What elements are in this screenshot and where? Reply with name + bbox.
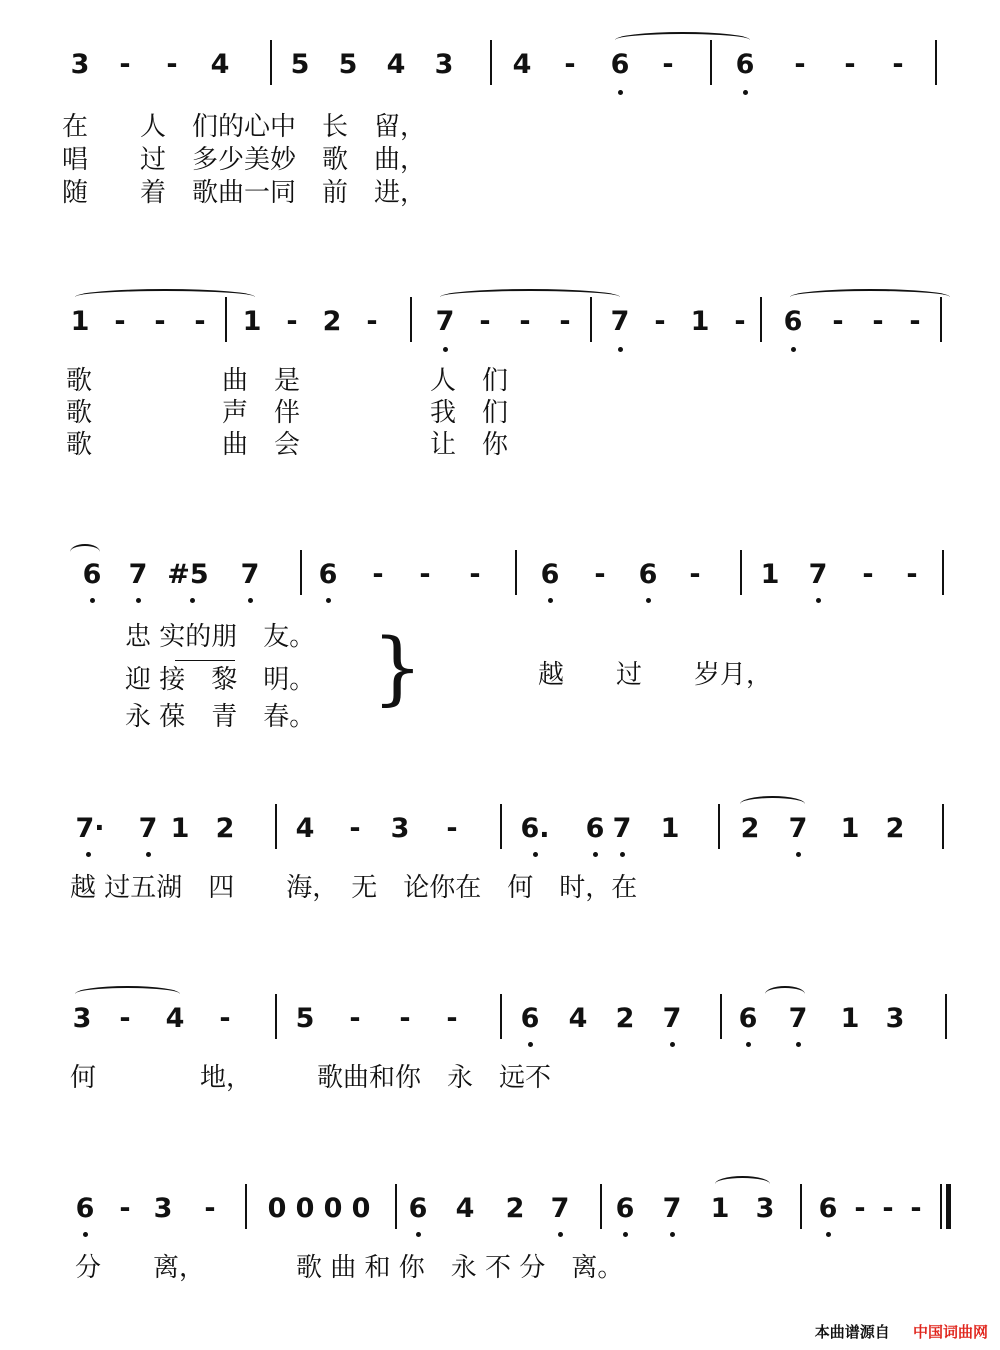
tie [440,289,620,305]
score-system-2 [60,307,950,367]
lyric-line: 越 过五湖 四 海， 无 论你在 何 时，在 [70,873,638,903]
score-system-3 [60,560,950,620]
lower-octave-dot [136,598,141,603]
note: 7 [240,559,260,590]
lower-octave-dot [670,1232,675,1237]
note: 3 [434,49,454,80]
barline [945,994,947,1039]
barline [720,994,722,1039]
lyric-line: 随 着 歌曲一同 前 进， [62,178,427,208]
lower-octave-dot [190,598,195,603]
barline [935,40,937,85]
note: - [372,559,384,590]
note: 6 [585,813,605,844]
lyric-line: 迎 接 黎 明。 [125,665,316,695]
note: 6 [540,559,560,590]
note: - [419,559,431,590]
note: 5 [295,1003,315,1034]
brace: } [372,621,423,714]
lower-octave-dot [746,1042,751,1047]
note: 7· [75,813,105,844]
note: - [909,306,921,337]
lyric-line: 唱 过 多少美妙 歌 曲， [62,145,427,175]
lyric-line: 歌 曲 是 人 们 [66,366,509,396]
barline [500,804,502,849]
tie [615,32,750,48]
note: 7 [435,306,455,337]
note: - [446,813,458,844]
lower-octave-dot [326,598,331,603]
note: 1 [70,306,90,337]
note: - [594,559,606,590]
lower-octave-dot [548,598,553,603]
note: 3 [72,1003,92,1034]
tie [70,544,100,560]
lyric-line: 忠 实的朋 友。 [125,622,316,652]
note: - [479,306,491,337]
note: 3 [755,1193,775,1224]
barline [275,994,277,1039]
lower-octave-dot [533,852,538,857]
barline [300,550,302,595]
lower-octave-dot [620,852,625,857]
note: - [366,306,378,337]
score-system-5 [60,1004,950,1064]
note: 4 [386,49,406,80]
note: 7 [610,306,630,337]
note: 6 [408,1193,428,1224]
note: 6. [520,813,550,844]
tie [75,289,255,305]
barline [275,804,277,849]
note: 0 [267,1193,287,1224]
note: 6 [818,1193,838,1224]
note: 7 [128,559,148,590]
lyric-line: 越 过 岁月， [538,660,773,690]
note: - [906,559,918,590]
note: - [119,1193,131,1224]
lower-octave-dot [618,90,623,95]
lower-octave-dot [443,347,448,352]
note: 4 [210,49,230,80]
lower-octave-dot [593,852,598,857]
note: - [872,306,884,337]
note: 7 [808,559,828,590]
note: - [166,49,178,80]
lyric-line: 歌 声 伴 我 们 [66,398,509,428]
note: - [446,1003,458,1034]
lyric-line: 歌 曲 会 让 你 [66,430,509,460]
lower-octave-dot [618,347,623,352]
note: 1 [840,1003,860,1034]
note: 6 [735,49,755,80]
note: - [734,306,746,337]
barline [942,804,944,849]
barline [515,550,517,595]
lower-octave-dot [86,852,91,857]
note: 4 [295,813,315,844]
lower-octave-dot [816,598,821,603]
note: - [654,306,666,337]
barline [718,804,720,849]
note: 2 [740,813,760,844]
barline [942,550,944,595]
lyric-line: 永 葆 青 春。 [125,702,316,732]
note: 4 [512,49,532,80]
note: - [862,559,874,590]
lower-octave-dot [416,1232,421,1237]
note: 7 [788,1003,808,1034]
note: 7 [138,813,158,844]
note: 0 [323,1193,343,1224]
note: 6 [82,559,102,590]
final-barline-thin [940,1184,942,1229]
tie [715,1176,770,1192]
note: - [154,306,166,337]
note: 1 [690,306,710,337]
note: - [349,813,361,844]
lyric-line: 分 离， 歌 曲 和 你 永 不 分 离。 [75,1253,624,1283]
tie [75,986,180,1002]
note: 7 [612,813,632,844]
note: 5 [290,49,310,80]
note: 6 [615,1193,635,1224]
note: 1 [660,813,680,844]
note: - [844,49,856,80]
lower-octave-dot [146,852,151,857]
note: 1 [760,559,780,590]
note: 4 [455,1193,475,1224]
barline [740,550,742,595]
note: 1 [710,1193,730,1224]
score-system-1 [60,50,950,110]
note: - [910,1193,922,1224]
lower-octave-dot [248,598,253,603]
note: - [564,49,576,80]
note: - [194,306,206,337]
note: - [559,306,571,337]
note: 0 [295,1193,315,1224]
barline [395,1184,397,1229]
note: - [794,49,806,80]
note: 6 [75,1193,95,1224]
note: 6 [638,559,658,590]
note: 6 [610,49,630,80]
lower-octave-dot [743,90,748,95]
note: 7 [662,1003,682,1034]
note: - [204,1193,216,1224]
note: 1 [242,306,262,337]
note: - [854,1193,866,1224]
barline [410,297,412,342]
note: 6 [738,1003,758,1034]
note: 6 [783,306,803,337]
note: - [286,306,298,337]
barline [800,1184,802,1229]
note: - [114,306,126,337]
lower-octave-dot [796,1042,801,1047]
barline [500,994,502,1039]
note: 2 [615,1003,635,1034]
note: 3 [885,1003,905,1034]
note: - [349,1003,361,1034]
tie [740,796,805,812]
note: 7 [550,1193,570,1224]
score-system-6 [60,1194,950,1254]
note: - [689,559,701,590]
source-credit [815,1321,988,1342]
barline [270,40,272,85]
barline [600,1184,602,1229]
lower-octave-dot [623,1232,628,1237]
note: 4 [165,1003,185,1034]
lower-octave-dot [528,1042,533,1047]
note: - [519,306,531,337]
lower-octave-dot [83,1232,88,1237]
note: 1 [840,813,860,844]
note: 3 [70,49,90,80]
note: 0 [351,1193,371,1224]
note: 5 [338,49,358,80]
note: 7 [788,813,808,844]
note: 7 [662,1193,682,1224]
tie [790,289,950,305]
note: - [219,1003,231,1034]
lyric-line: 何 地， 歌曲和你 永 远不 [70,1063,552,1093]
note: - [882,1193,894,1224]
note: - [469,559,481,590]
note: 2 [885,813,905,844]
barline [760,297,762,342]
lower-octave-dot [646,598,651,603]
lower-octave-dot [670,1042,675,1047]
final-barline-thick [946,1184,951,1229]
note: - [832,306,844,337]
lower-octave-dot [90,598,95,603]
note: 1 [170,813,190,844]
tie [765,986,805,1002]
note: - [399,1003,411,1034]
barline [490,40,492,85]
note: #5 [167,559,209,590]
note: - [119,49,131,80]
underline [175,660,235,661]
barline [245,1184,247,1229]
credit-text: 本曲谱源自 [814,1323,890,1341]
note: 4 [568,1003,588,1034]
score-system-4 [60,814,950,874]
note: 2 [505,1193,525,1224]
note: 6 [520,1003,540,1034]
note: - [662,49,674,80]
note: 2 [322,306,342,337]
lower-octave-dot [791,347,796,352]
note: - [119,1003,131,1034]
lower-octave-dot [826,1232,831,1237]
lyric-line: 在 人 们的心中 长 留， [62,112,427,142]
lower-octave-dot [558,1232,563,1237]
note: 3 [153,1193,173,1224]
note: - [892,49,904,80]
note: 2 [215,813,235,844]
note: 6 [318,559,338,590]
lower-octave-dot [796,852,801,857]
note: 3 [390,813,410,844]
credit-site-name: 中国词曲网 [912,1323,988,1341]
